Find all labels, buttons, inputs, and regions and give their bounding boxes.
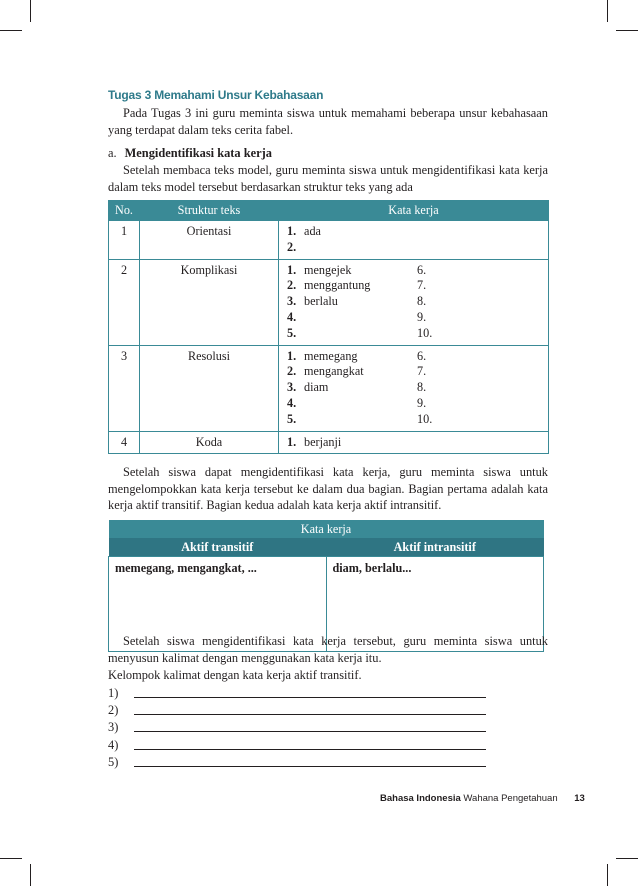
header-struktur: Struktur teks — [140, 201, 279, 221]
answer-line-number: 5) — [108, 754, 119, 769]
verb-number: 2. — [287, 278, 297, 293]
subsection-title — [108, 146, 272, 161]
verb-entry — [287, 278, 407, 294]
subsection-letter: a. — [108, 146, 117, 160]
intro-paragraph — [108, 105, 548, 138]
footer-book-title: Bahasa Indonesia — [380, 793, 461, 804]
answer-line[interactable] — [108, 754, 486, 771]
crop-mark — [616, 30, 638, 31]
verb-number: 8. — [417, 380, 427, 395]
verb-word: mengangkat — [304, 364, 364, 379]
page-number: 13 — [574, 793, 585, 804]
verb-entry — [287, 310, 407, 326]
verb-number: 10. — [417, 325, 433, 340]
answer-line[interactable] — [108, 737, 486, 754]
subsection-label: Mengidentifikasi kata kerja — [124, 146, 272, 160]
verb-entry — [287, 294, 407, 310]
verb-number: 1. — [287, 434, 297, 449]
verb-number: 1. — [287, 262, 297, 277]
header-aktif-transitif: Aktif transitif — [109, 538, 327, 557]
verb-number: 8. — [417, 294, 427, 309]
verb-entry — [287, 224, 407, 240]
cell-intransitif: diam, berlalu... — [326, 557, 544, 652]
verb-number: 5. — [287, 411, 297, 426]
verb-number: 9. — [417, 309, 427, 324]
verb-number: 2. — [287, 364, 297, 379]
answer-line[interactable] — [108, 685, 486, 702]
footer-subtitle: Wahana Pengetahuan — [463, 793, 558, 804]
verb-table-row — [109, 259, 549, 345]
verb-number: 7. — [417, 278, 427, 293]
answer-line-number: 3) — [108, 720, 119, 735]
verb-table-row — [109, 431, 549, 454]
verb-entry — [287, 435, 407, 451]
verb-number: 3. — [287, 294, 297, 309]
answer-lines — [108, 685, 486, 771]
crop-mark — [0, 30, 22, 31]
verb-number: 9. — [417, 395, 427, 410]
crop-mark — [616, 858, 638, 859]
header-aktif-intransitif: Aktif intransitif — [326, 538, 544, 557]
crop-mark — [607, 0, 608, 22]
cell-no: 2 — [109, 259, 140, 345]
verb-word: mengejek — [304, 262, 352, 277]
verb-number: 1. — [287, 348, 297, 363]
cell-transitif: memegang, mengangkat, ... — [109, 557, 327, 652]
answer-blank[interactable] — [134, 754, 486, 767]
header-no: No. — [109, 201, 140, 221]
cell-kata-kerja — [279, 221, 549, 260]
verb-entry — [287, 349, 407, 365]
verb-table-row — [109, 345, 549, 431]
verb-number: 1. — [287, 224, 297, 238]
cell-kata-kerja — [279, 345, 549, 431]
verb-number: 6. — [417, 348, 427, 363]
verb-entry — [287, 263, 407, 279]
paragraph-2 — [108, 464, 548, 514]
answer-line-number: 4) — [108, 737, 119, 752]
answer-blank[interactable] — [134, 719, 486, 732]
paragraph-3-text: Setelah siswa mengidentifikasi kata kerja tersebut, guru meminta siswa untuk menyusun kalimat dengan menggunakan kata kerja itu. — [108, 634, 548, 665]
verb-number: 10. — [417, 411, 433, 426]
verb-number: 3. — [287, 380, 297, 395]
header-kata-kerja: Kata kerja — [279, 201, 549, 221]
verb-entry — [287, 396, 407, 412]
verb-number: 4. — [287, 395, 297, 410]
cell-struktur: Resolusi — [140, 345, 279, 431]
answer-line[interactable] — [108, 719, 486, 736]
answer-blank[interactable] — [134, 702, 486, 715]
cell-struktur: Koda — [140, 431, 279, 454]
crop-mark — [607, 864, 608, 886]
cell-struktur: Orientasi — [140, 221, 279, 260]
verb-word: diam — [304, 380, 329, 395]
section-heading: Tugas 3 Memahami Unsur Kebahasaan — [108, 88, 324, 102]
verb-entry — [287, 380, 407, 396]
cell-kata-kerja — [279, 259, 549, 345]
intro-text: Pada Tugas 3 ini guru meminta siswa untuk memahami beberapa unsur kebahasaan yang terdapat dalam teks cerita fabel. — [108, 106, 548, 137]
group-table-title: Kata kerja — [109, 520, 544, 538]
section-a-text: Setelah membaca teks model, guru meminta siswa untuk mengidentifikasi kata kerja dalam teks model tersebut berdasarkan struktur teks yang ada — [108, 163, 548, 194]
cell-no: 1 — [109, 221, 140, 260]
crop-mark — [30, 0, 31, 22]
cell-struktur: Komplikasi — [140, 259, 279, 345]
paragraph-3 — [108, 633, 548, 666]
verb-word: menggantung — [304, 278, 371, 293]
verb-word: berjanji — [304, 434, 342, 449]
verb-number: 2. — [287, 239, 297, 254]
page-footer — [380, 793, 585, 804]
verb-entry — [287, 412, 407, 428]
verb-table-header — [109, 201, 549, 221]
verb-word: berlalu — [304, 294, 338, 309]
answer-line-number: 2) — [108, 703, 119, 718]
answer-blank[interactable] — [134, 685, 486, 698]
crop-mark — [30, 864, 31, 886]
cell-kata-kerja — [279, 431, 549, 454]
verb-table-row — [109, 221, 549, 260]
verb-entry — [287, 364, 407, 380]
answer-line[interactable] — [108, 702, 486, 719]
verb-word: ada — [304, 224, 321, 238]
verb-number: 5. — [287, 325, 297, 340]
verb-entry — [287, 240, 407, 256]
verb-number: 6. — [417, 262, 427, 277]
answer-line-number: 1) — [108, 686, 119, 700]
instruction: Kelompok kalimat dengan kata kerja aktif transitif. — [108, 668, 362, 682]
verb-table — [108, 200, 549, 454]
section-a-paragraph — [108, 162, 548, 195]
answer-blank[interactable] — [134, 737, 486, 750]
cell-no: 4 — [109, 431, 140, 454]
verb-entry — [287, 326, 407, 342]
paragraph-2-text: Setelah siswa dapat mengidentifikasi kata kerja, guru meminta siswa untuk mengelompokkan kata kerja tersebut ke dalam dua bagian. Bagian pertama adalah kata kerja aktif transitif. Bagian kedua adalah kata kerja aktif intransitif. — [108, 465, 548, 512]
verb-word: memegang — [304, 348, 358, 363]
verb-number: 7. — [417, 364, 427, 379]
cell-no: 3 — [109, 345, 140, 431]
crop-mark — [0, 858, 22, 859]
verb-number: 4. — [287, 309, 297, 324]
